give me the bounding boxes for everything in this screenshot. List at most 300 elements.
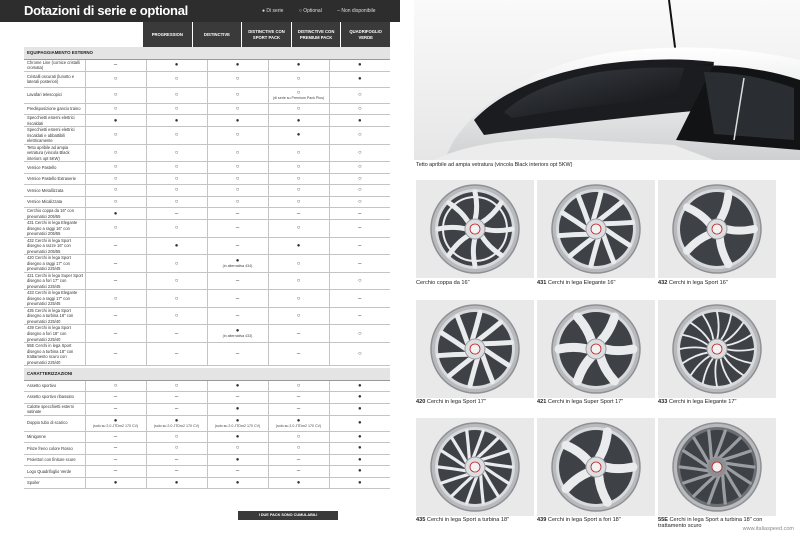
availability-cell	[329, 343, 390, 366]
car-sunroof-photo	[414, 0, 800, 160]
availability-cell	[146, 466, 207, 478]
availability-symbol: ●	[357, 394, 362, 401]
legend-standard: ● Di serie	[262, 8, 284, 14]
row-label: Cristalli oscurati (lunotto e laterali posteriori)	[24, 71, 85, 87]
row-label: Pinze freno colore Rosso	[24, 443, 85, 455]
availability-symbol: –	[358, 260, 362, 267]
availability-symbol: ○	[296, 187, 301, 194]
availability-cell	[329, 127, 390, 145]
availability-symbol: ○	[174, 187, 179, 194]
availability-cell	[207, 325, 268, 343]
availability-cell	[207, 127, 268, 145]
availability-symbol: –	[296, 406, 301, 413]
availability-symbol: ○	[235, 175, 240, 182]
availability-symbol: ○	[235, 105, 240, 112]
wheel-tile	[658, 418, 776, 516]
availability-symbol: ●	[357, 382, 362, 389]
availability-cell	[207, 115, 268, 127]
availability-cell	[85, 415, 146, 431]
availability-symbol: –	[174, 210, 179, 217]
availability-cell	[146, 255, 207, 273]
availability-cell	[268, 431, 329, 443]
availability-symbol: ●	[174, 243, 179, 249]
availability-symbol: ○	[174, 445, 179, 452]
availability-symbol: ○	[296, 382, 301, 389]
availability-cell	[207, 208, 268, 220]
availability-symbol: ○	[113, 225, 118, 232]
availability-cell	[329, 392, 390, 404]
availability-symbol: ●	[357, 420, 362, 427]
availability-symbol: ○	[174, 149, 179, 156]
availability-symbol: –	[235, 394, 240, 401]
availability-cell	[85, 162, 146, 174]
wheel-code: 439	[537, 517, 547, 523]
availability-symbol: ○	[113, 187, 118, 194]
availability-symbol: –	[235, 313, 240, 320]
availability-symbol: ○	[174, 295, 179, 302]
table-row	[24, 237, 390, 255]
availability-cell	[329, 431, 390, 443]
wheel-tile	[537, 180, 655, 278]
wheel-tile	[537, 300, 655, 398]
column-header-row	[24, 22, 390, 47]
wheel-name: Cerchi in lega Sport a turbina 18" con trattamento scuro	[658, 517, 763, 529]
availability-cell	[146, 307, 207, 325]
availability-cell	[207, 272, 268, 290]
table-row	[24, 162, 390, 174]
availability-symbol: ○	[113, 295, 118, 302]
availability-symbol: ○	[113, 76, 118, 83]
availability-cell	[146, 415, 207, 431]
availability-cell	[329, 272, 390, 290]
section-title: EQUIPAGGIAMENTO ESTERNO	[24, 47, 390, 59]
wheel-tile	[416, 418, 534, 516]
availability-symbol: ○	[296, 278, 301, 285]
table-row	[24, 255, 390, 273]
availability-cell	[146, 443, 207, 455]
availability-cell	[146, 144, 207, 162]
availability-cell	[85, 208, 146, 220]
availability-cell	[146, 196, 207, 208]
availability-cell	[268, 325, 329, 343]
row-label: 55E Cerchi in lega Sport disegno a turbina 18" con trattamento scuro con pneumatici 225/40	[24, 343, 85, 366]
availability-cell	[329, 162, 390, 174]
availability-symbol: ●	[357, 456, 362, 463]
availability-symbol: ●	[235, 328, 240, 335]
availability-symbol: ○	[113, 164, 118, 171]
availability-symbol: ○	[174, 105, 179, 112]
wheel-code: 421	[537, 399, 547, 405]
row-label: Predisposizione gancio traino	[24, 103, 85, 115]
availability-cell	[329, 185, 390, 197]
legend	[262, 8, 390, 14]
row-label: Vernice Micalizzata	[24, 196, 85, 208]
row-label: 421 Cerchi in lega Super Sport disegno a fori 17" con pneumatici 225/45	[24, 272, 85, 290]
row-label: Proiettori con finiture scure	[24, 454, 85, 466]
availability-symbol: –	[235, 295, 240, 302]
availability-cell	[329, 59, 390, 71]
table-row	[24, 59, 390, 71]
availability-cell	[329, 220, 390, 238]
availability-cell	[207, 103, 268, 115]
availability-symbol: –	[296, 330, 301, 337]
availability-cell	[268, 59, 329, 71]
wheel-image	[416, 300, 534, 398]
availability-symbol: ○	[174, 313, 179, 320]
availability-symbol: ○	[357, 330, 362, 337]
availability-symbol: ○	[296, 313, 301, 320]
availability-cell	[146, 208, 207, 220]
availability-cell	[207, 237, 268, 255]
wheel-image	[658, 418, 776, 516]
availability-symbol: ●	[174, 417, 179, 424]
availability-symbol: ●	[357, 406, 362, 413]
availability-note: (di serie su Premium Pack Plus)	[272, 95, 325, 100]
table-row	[24, 173, 390, 185]
table-row	[24, 185, 390, 197]
legend-optional: ○ Optional	[298, 8, 322, 14]
availability-cell	[85, 403, 146, 415]
row-label: Logo Quadrifoglio Verde	[24, 466, 85, 478]
availability-symbol: ○	[296, 175, 301, 182]
availability-symbol: ○	[296, 198, 301, 205]
wheel-name: Cerchio coppa da 16"	[416, 280, 470, 286]
wheel-image	[537, 180, 655, 278]
availability-symbol: ○	[296, 89, 301, 96]
legend-not-available: – Non disponibile	[337, 8, 376, 14]
wheel-code: 432	[658, 280, 668, 286]
wheel-code: 55E	[658, 517, 668, 523]
availability-symbol: ○	[174, 382, 179, 389]
availability-cell	[268, 477, 329, 489]
availability-symbol: ●	[235, 382, 240, 389]
availability-symbol: ●	[296, 117, 301, 124]
availability-cell	[207, 477, 268, 489]
availability-symbol: ○	[235, 187, 240, 194]
availability-cell	[146, 392, 207, 404]
availability-symbol: ○	[113, 382, 118, 389]
availability-symbol: –	[235, 468, 240, 475]
availability-cell	[268, 196, 329, 208]
availability-symbol: ●	[357, 479, 362, 486]
availability-cell	[207, 307, 268, 325]
availability-symbol: ●	[235, 406, 240, 413]
availability-symbol: –	[113, 260, 118, 267]
availability-symbol: ●	[235, 62, 240, 69]
availability-symbol: ●	[113, 210, 118, 217]
wheel-caption	[537, 280, 616, 286]
availability-symbol: –	[113, 468, 118, 475]
table-row	[24, 208, 390, 220]
availability-symbol: –	[113, 406, 118, 413]
wheel-code: 433	[658, 399, 668, 405]
availability-cell	[268, 443, 329, 455]
availability-cell	[146, 403, 207, 415]
availability-symbol: –	[296, 394, 301, 401]
availability-symbol: –	[113, 433, 118, 440]
row-label: Specchietti esterni elettrici riscaldati e abbattibili elettricamente	[24, 127, 85, 145]
availability-cell	[207, 59, 268, 71]
availability-cell	[207, 87, 268, 103]
wheel-image	[416, 180, 534, 278]
table-row	[24, 392, 390, 404]
availability-cell	[207, 454, 268, 466]
availability-cell	[85, 272, 146, 290]
availability-cell	[85, 307, 146, 325]
availability-symbol: –	[174, 330, 179, 337]
availability-symbol: ○	[357, 105, 362, 112]
column-header: DISTINCTIVE CON SPORT PACK	[241, 22, 291, 47]
availability-symbol: –	[235, 210, 240, 217]
availability-symbol: ○	[235, 76, 240, 83]
availability-cell	[329, 307, 390, 325]
availability-cell	[268, 380, 329, 392]
spec-table-exterior	[24, 47, 390, 366]
availability-cell	[207, 162, 268, 174]
availability-cell	[146, 59, 207, 71]
wheel-code: 435	[416, 517, 426, 523]
row-label: Tetto apribile ad ampia vetratura (vincola Black interiors opt 5KW)	[24, 144, 85, 162]
table-row	[24, 466, 390, 478]
availability-cell	[329, 208, 390, 220]
availability-symbol: –	[113, 62, 118, 69]
availability-cell	[85, 127, 146, 145]
wheel-caption	[537, 517, 621, 523]
table-row	[24, 87, 390, 103]
page-title: Dotazioni di serie e optional	[24, 3, 188, 18]
table-row	[24, 415, 390, 431]
availability-cell	[329, 290, 390, 308]
availability-cell	[146, 272, 207, 290]
availability-cell	[268, 343, 329, 366]
row-label: Assetto sportivo	[24, 380, 85, 392]
availability-cell	[329, 380, 390, 392]
availability-cell	[146, 185, 207, 197]
availability-cell	[268, 115, 329, 127]
availability-symbol: ●	[296, 479, 301, 486]
availability-cell	[207, 343, 268, 366]
availability-symbol: ○	[357, 198, 362, 205]
column-header: QUADRIFOGLIO VERDE	[340, 22, 390, 47]
availability-cell	[329, 325, 390, 343]
table-row	[24, 144, 390, 162]
availability-symbol: ○	[174, 164, 179, 171]
watermark: www.italiaspeed.com	[742, 526, 794, 532]
wheel-caption	[416, 517, 509, 523]
availability-cell	[85, 380, 146, 392]
availability-symbol: ○	[113, 198, 118, 205]
availability-symbol: ●	[113, 117, 118, 124]
availability-symbol: ●	[296, 417, 301, 424]
wheel-tile	[537, 418, 655, 516]
availability-cell	[85, 173, 146, 185]
availability-cell	[207, 415, 268, 431]
row-label: Doppio tubo di scarico	[24, 415, 85, 431]
footer-note: I DUE PACK SONO CUMULABILI	[238, 511, 338, 520]
spec-table-characterizations	[24, 368, 390, 489]
row-label: 435 Cerchi in lega Sport disegno a turbina 18" con pneumatici 225/40	[24, 307, 85, 325]
availability-symbol: –	[358, 295, 362, 302]
availability-symbol: –	[174, 351, 179, 358]
availability-symbol: –	[235, 351, 240, 358]
availability-cell	[207, 144, 268, 162]
availability-cell	[329, 454, 390, 466]
row-label: Chrome Line (cornice cristalli cromata)	[24, 59, 85, 71]
availability-cell	[268, 127, 329, 145]
availability-cell	[146, 162, 207, 174]
availability-symbol: ○	[113, 132, 118, 139]
wheel-name: Cerchi in lega Sport 16"	[668, 280, 728, 286]
table-row	[24, 290, 390, 308]
availability-cell	[207, 220, 268, 238]
row-label: Vernice Pastello	[24, 162, 85, 174]
availability-symbol: ○	[357, 149, 362, 156]
availability-symbol: –	[296, 351, 301, 358]
wheel-tile	[658, 300, 776, 398]
availability-symbol: ○	[357, 92, 362, 99]
availability-cell	[85, 196, 146, 208]
availability-cell	[268, 87, 329, 103]
availability-cell	[329, 403, 390, 415]
availability-symbol: ○	[174, 175, 179, 182]
availability-cell	[85, 144, 146, 162]
availability-symbol: –	[235, 225, 240, 232]
availability-cell	[329, 255, 390, 273]
availability-cell	[329, 87, 390, 103]
availability-cell	[146, 237, 207, 255]
availability-cell	[268, 403, 329, 415]
availability-symbol: ●	[235, 258, 240, 265]
availability-note: (in alternativa 434)	[222, 264, 253, 269]
availability-symbol: ○	[174, 198, 179, 205]
table-row	[24, 220, 390, 238]
availability-symbol: –	[296, 456, 301, 463]
availability-symbol: ●	[357, 468, 362, 475]
availability-cell	[207, 290, 268, 308]
availability-cell	[268, 307, 329, 325]
availability-symbol: ●	[357, 445, 362, 452]
availability-symbol: ●	[113, 417, 118, 424]
availability-cell	[329, 103, 390, 115]
availability-symbol: ○	[174, 92, 179, 99]
availability-symbol: ●	[357, 117, 362, 124]
availability-cell	[85, 466, 146, 478]
availability-cell	[329, 71, 390, 87]
availability-symbol: –	[174, 468, 179, 475]
availability-symbol: ●	[296, 62, 301, 69]
availability-cell	[146, 127, 207, 145]
availability-symbol: ●	[235, 433, 240, 440]
availability-symbol: ○	[357, 187, 362, 194]
row-label: 439 Cerchi in lega Sport disegno a fori 18" con pneumatici 225/40	[24, 325, 85, 343]
table-row	[24, 272, 390, 290]
availability-cell	[268, 392, 329, 404]
availability-cell	[329, 237, 390, 255]
table-row	[24, 325, 390, 343]
availability-cell	[146, 173, 207, 185]
availability-note: (solo su 2.0 JTDm2 170 CV)	[153, 423, 200, 428]
availability-cell	[85, 71, 146, 87]
availability-symbol: –	[174, 394, 179, 401]
availability-symbol: –	[358, 313, 362, 320]
table-row	[24, 403, 390, 415]
row-label: Assetto sportivo ribassato	[24, 392, 85, 404]
availability-cell	[85, 454, 146, 466]
availability-symbol: ○	[357, 175, 362, 182]
availability-cell	[85, 443, 146, 455]
availability-note: (in alternativa 433)	[222, 334, 253, 339]
availability-symbol: –	[113, 313, 118, 320]
section-header	[24, 368, 390, 380]
availability-symbol: ●	[235, 417, 240, 424]
availability-cell	[85, 185, 146, 197]
availability-symbol: –	[113, 394, 118, 401]
row-label: 431 Cerchi in lega Elegante disegno a raggi 16" con pneumatici 205/55	[24, 220, 85, 238]
availability-cell	[146, 454, 207, 466]
availability-symbol: ○	[357, 132, 362, 139]
availability-symbol: ○	[174, 132, 179, 139]
availability-symbol: ○	[357, 351, 362, 358]
availability-cell	[146, 325, 207, 343]
wheel-image	[537, 300, 655, 398]
availability-cell	[268, 185, 329, 197]
availability-symbol: ○	[174, 278, 179, 285]
availability-symbol: ○	[174, 225, 179, 232]
wheel-caption	[658, 280, 728, 286]
availability-symbol: ●	[357, 433, 362, 440]
table-row	[24, 454, 390, 466]
availability-symbol: ●	[174, 117, 179, 124]
availability-cell	[207, 173, 268, 185]
availability-symbol: –	[235, 278, 240, 285]
table-row	[24, 103, 390, 115]
availability-symbol: ○	[235, 164, 240, 171]
availability-symbol: –	[235, 243, 240, 249]
table-row	[24, 196, 390, 208]
table-row	[24, 443, 390, 455]
availability-symbol: ○	[113, 175, 118, 182]
availability-cell	[268, 466, 329, 478]
wheel-tile	[658, 180, 776, 278]
availability-symbol: –	[113, 330, 118, 337]
availability-symbol: ○	[174, 260, 179, 267]
availability-symbol: ○	[296, 295, 301, 302]
availability-symbol: ○	[296, 260, 301, 267]
row-label: Calotte specchietti esterni satinate	[24, 403, 85, 415]
wheel-code: 431	[537, 280, 547, 286]
availability-symbol: ●	[235, 456, 240, 463]
row-label: Specchietti esterni elettrici riscaldati	[24, 115, 85, 127]
availability-cell	[207, 196, 268, 208]
availability-cell	[268, 454, 329, 466]
row-label: Vernice Metallizzata	[24, 185, 85, 197]
title-bar	[0, 0, 400, 22]
availability-symbol: –	[358, 225, 362, 232]
availability-cell	[207, 466, 268, 478]
availability-symbol: ●	[174, 479, 179, 486]
availability-symbol: ○	[235, 149, 240, 156]
wheel-image	[658, 300, 776, 398]
availability-symbol: –	[113, 456, 118, 463]
availability-cell	[207, 443, 268, 455]
availability-symbol: ○	[113, 92, 118, 99]
image-page	[400, 0, 800, 534]
availability-symbol: ○	[357, 164, 362, 171]
table-row	[24, 431, 390, 443]
availability-cell	[85, 343, 146, 366]
availability-cell	[85, 290, 146, 308]
availability-symbol: ○	[235, 92, 240, 99]
